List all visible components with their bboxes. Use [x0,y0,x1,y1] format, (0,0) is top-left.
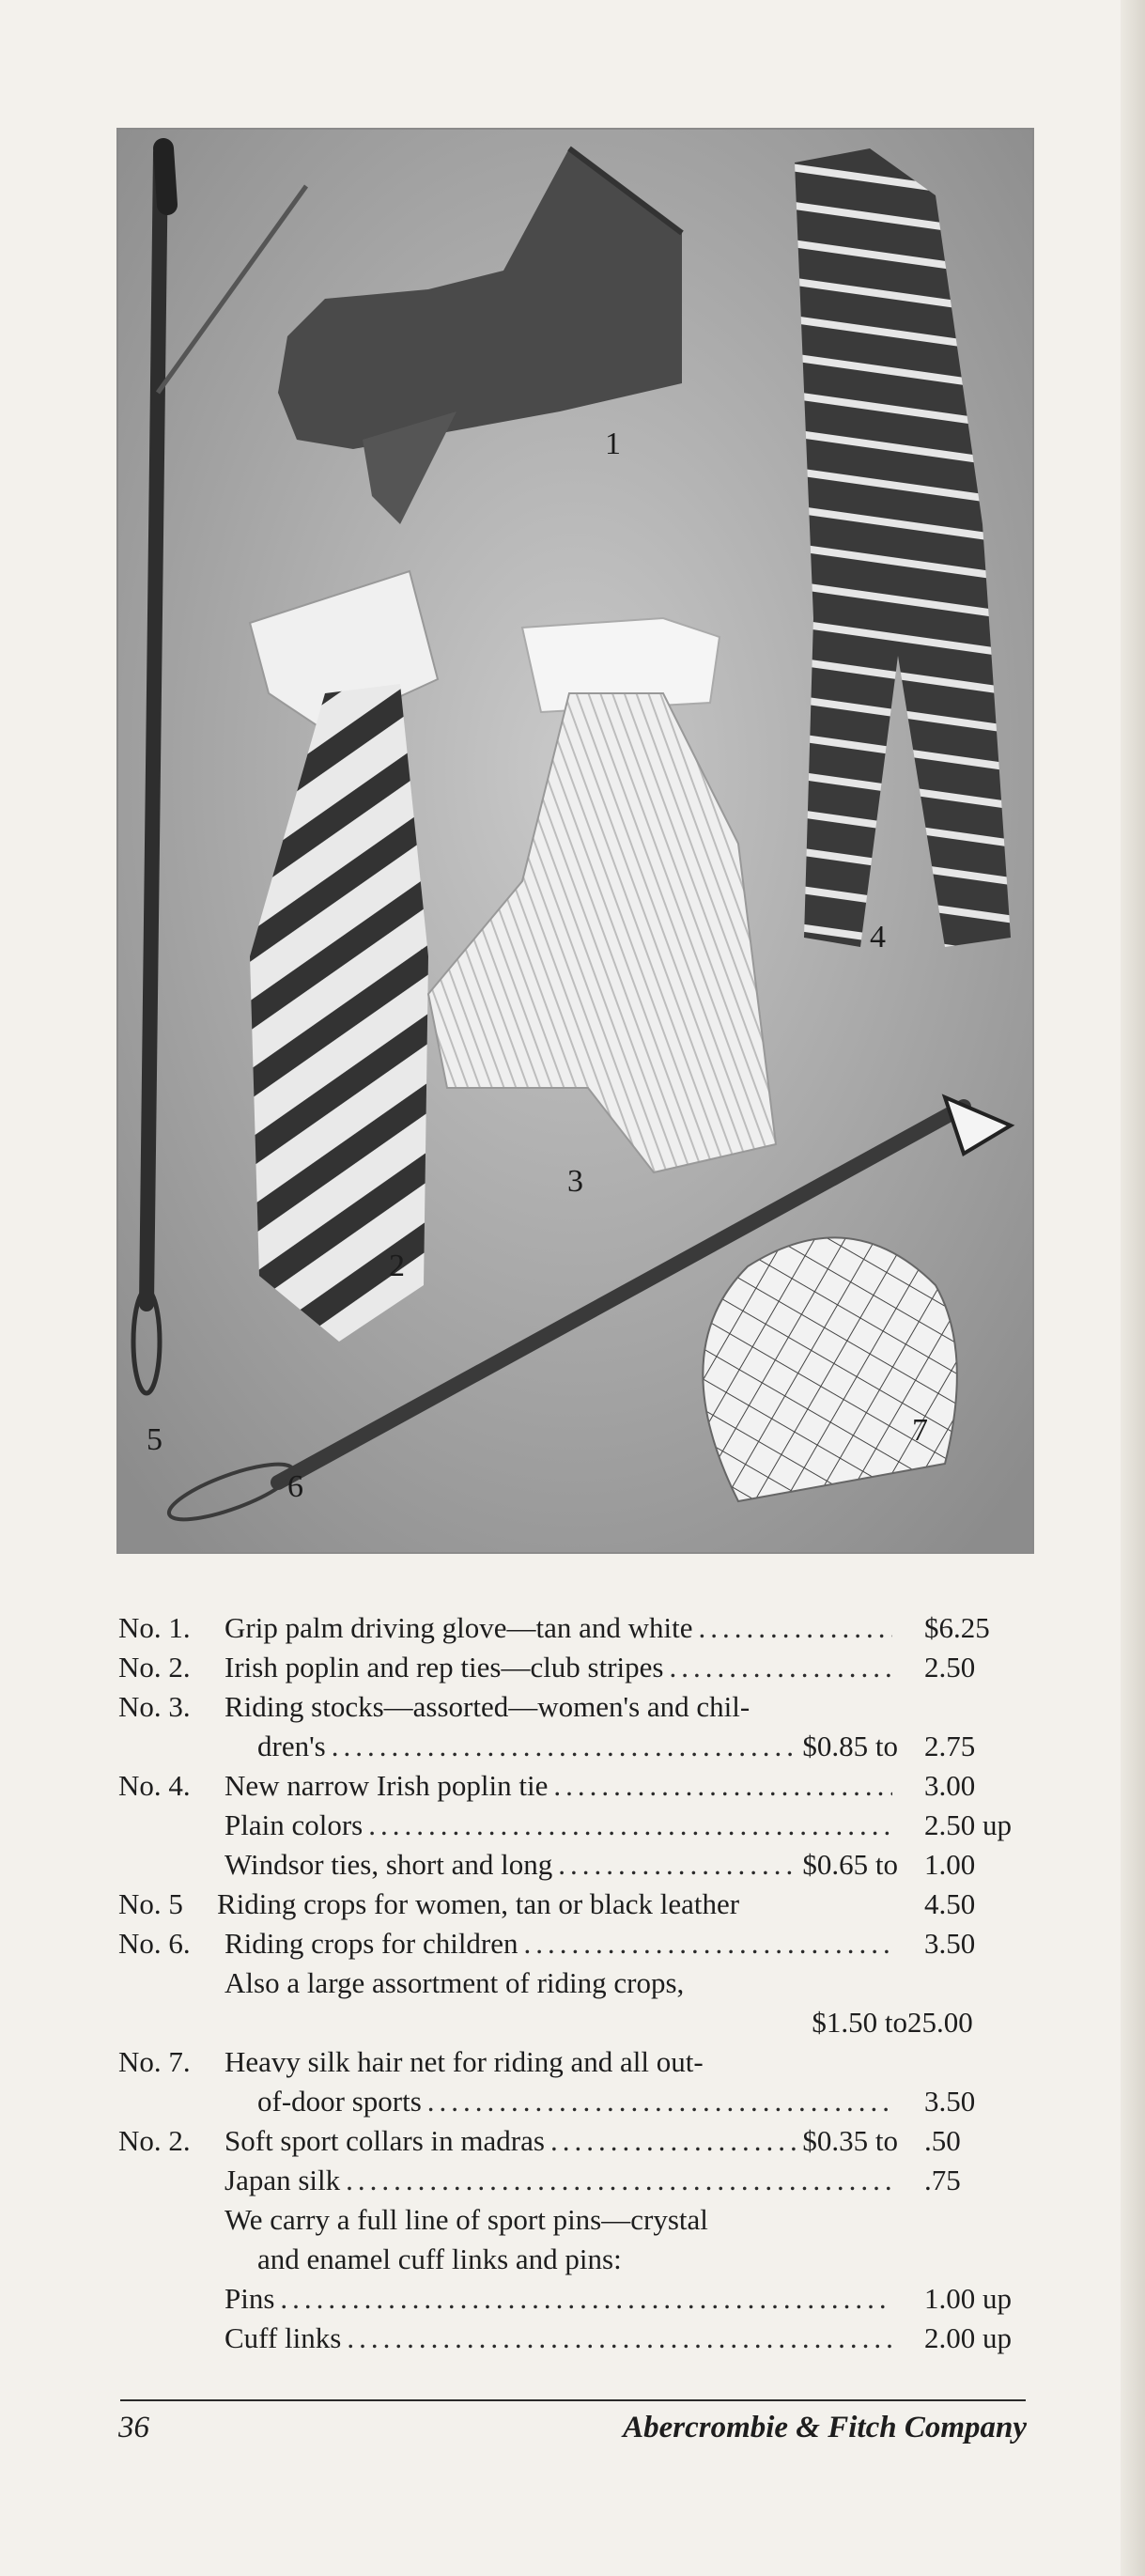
dot-leader [558,1845,797,1885]
item-price: 25.00 [907,2006,973,2039]
dot-leader [280,2279,892,2319]
item-description: Also a large assortment of riding crops, [224,1966,685,1999]
item-price: .50 [924,2124,961,2157]
item-number: No. 2. [118,1651,191,1684]
item-price: 3.50 [924,2085,976,2118]
dot-leader [332,1727,797,1766]
price-row [118,1727,1029,1766]
item-description: Grip palm driving glove—tan and white [224,1611,693,1644]
price-range-from: $0.35 to [802,2124,898,2157]
price-row [118,1766,1029,1806]
item-description: Irish poplin and rep ties—club stripes [224,1651,664,1684]
item-description: Riding crops for children [224,1927,518,1960]
price-row [118,1845,1029,1885]
price-list [118,1608,1029,2358]
item-number: No. 3. [118,1690,191,1723]
item-price: $6.25 [924,1611,990,1644]
price-row [118,1608,1029,1648]
price-row [118,1687,1029,1727]
price-row [118,2240,1029,2279]
item-price: 2.50 [924,1651,976,1684]
item-number: No. 4. [118,1769,191,1802]
page-number: 36 [118,2411,149,2444]
item-description: Riding stocks—assorted—women's and chil- [224,1690,750,1723]
price-row [118,2161,1029,2200]
page-edge [1121,0,1145,2576]
company-name: Abercrombie & Fitch Company [623,2411,1027,2444]
item-price: 3.50 [924,1927,976,1960]
price-row [118,1806,1029,1845]
price-row [118,2279,1029,2319]
item-description: Cuff links [224,2321,342,2354]
item-number: No. 6. [118,1927,191,1960]
dot-leader [698,1608,892,1648]
price-row [118,1924,1029,1963]
figure-label-2: 2 [389,1249,405,1283]
item-description: We carry a full line of sport pins—crystal [224,2203,708,2236]
figure-label-3: 3 [567,1164,583,1199]
item-price: 3.00 [924,1769,976,1802]
dot-leader [427,2082,892,2121]
item-price: 1.00 [924,1848,976,1881]
dot-leader [347,2319,892,2358]
price-range-from: $0.65 to [802,1848,898,1881]
hair-net [703,1237,957,1501]
item-number: No. 7. [118,2045,191,2078]
price-row [118,2319,1029,2358]
item-description: and enamel cuff links and pins: [257,2242,622,2275]
figure-label-5: 5 [147,1422,162,1457]
item-price: .75 [924,2164,961,2196]
item-description: Windsor ties, short and long [224,1848,553,1881]
product-photo [116,128,1034,1554]
item-description: Heavy silk hair net for riding and all out- [224,2045,704,2078]
striped-tie [250,571,438,1342]
item-number: No. 1. [118,1611,191,1644]
item-price: 2.75 [924,1730,976,1762]
dot-leader [368,1806,892,1845]
figure-label-4: 4 [870,920,886,954]
item-description: Riding crops for women, tan or black leather [217,1887,740,1920]
item-price: 4.50 [924,1887,976,1920]
item-description: Pins [224,2282,275,2315]
dot-leader [553,1766,892,1806]
price-row [118,1963,1029,2003]
item-description: Soft sport collars in madras [224,2124,545,2157]
item-description: New narrow Irish poplin tie [224,1769,549,1802]
item-number: No. 5 [118,1887,183,1920]
price-row [118,2121,1029,2161]
item-description: dren's [257,1730,326,1762]
price-row [118,2003,1029,2042]
price-row [118,1648,1029,1687]
dot-leader [524,1924,892,1963]
item-price: 2.00 up [924,2321,1012,2354]
item-number: No. 2. [118,2124,191,2157]
item-description: of-door sports [257,2085,422,2118]
footer-rule [120,2399,1026,2401]
price-row [118,2042,1029,2082]
dot-leader [670,1648,893,1687]
price-row [118,1885,1029,1924]
item-description: Japan silk [224,2164,341,2196]
price-row [118,2200,1029,2240]
dot-leader [550,2121,797,2161]
price-row [118,2082,1029,2121]
price-range-from: $1.50 to [812,2006,907,2039]
dot-leader [346,2161,892,2200]
item-description: Plain colors [224,1808,364,1841]
figure-label-1: 1 [605,427,621,461]
figure-label-6: 6 [287,1469,303,1504]
price-range-from: $0.85 to [802,1730,898,1762]
item-price: 1.00 up [924,2282,1012,2315]
item-price: 2.50 up [924,1808,1012,1841]
figure-label-7: 7 [912,1413,928,1448]
